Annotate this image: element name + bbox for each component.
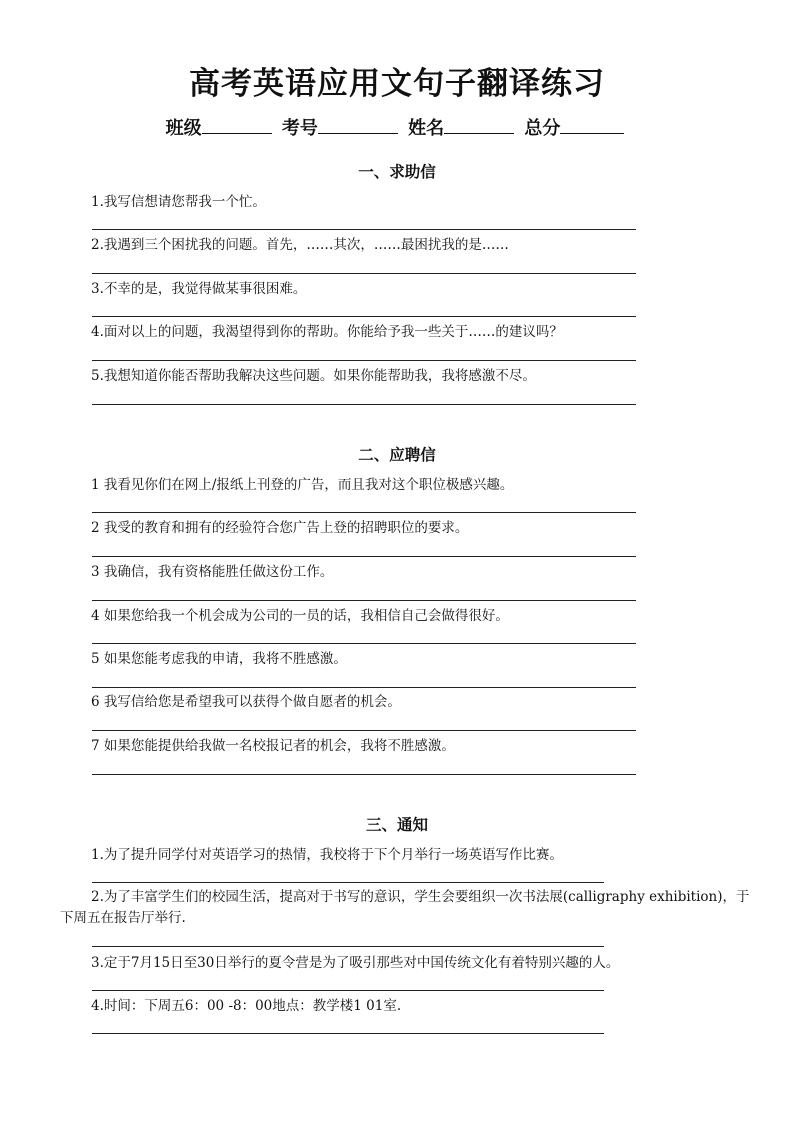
exam-no-blank[interactable] [318, 115, 398, 134]
score-blank[interactable] [560, 115, 624, 134]
score-label: 总分 [524, 118, 561, 139]
answer-line[interactable] [92, 1033, 604, 1034]
answer-line[interactable] [92, 600, 636, 601]
question-text: 5.我想知道你能否帮助我解决这些问题。如果你能帮助我，我将感激不尽。 [91, 368, 536, 384]
answer-line[interactable] [92, 882, 604, 883]
question-text: 1 我看见你们在网上/报纸上刊登的广告，而且我对这个职位极感兴趣。 [91, 477, 514, 493]
answer-line[interactable] [92, 512, 636, 513]
answer-line[interactable] [92, 643, 636, 644]
question-text: 4.面对以上的问题，我渴望得到你的帮助。你能给予我一些关于……的建议吗？ [91, 324, 563, 340]
answer-line[interactable] [92, 404, 636, 405]
section-heading-help-letter: 一、求助信 [358, 163, 436, 181]
question-text: 2.我遇到三个困扰我的问题。首先，……其次，……最困扰我的是…… [91, 237, 509, 253]
answer-line[interactable] [92, 360, 636, 361]
page-title: 高考英语应用文句子翻译练习 [189, 66, 605, 102]
answer-line[interactable] [92, 229, 636, 230]
name-label: 姓名 [408, 118, 445, 139]
question-text: 4.时间：下周五6：00 -8：00地点：教学楼1 01室. [91, 998, 402, 1014]
section-heading-notice: 三、通知 [365, 816, 428, 834]
question-text: 7 如果您能提供给我做一名校报记者的机会，我将不胜感激。 [91, 738, 455, 754]
answer-line[interactable] [92, 774, 636, 775]
exam-no-label: 考号 [281, 118, 318, 139]
question-text: 3.定于7月15日至30日举行的夏令营是为了吸引那些对中国传统文化有着特别兴趣的人。 [91, 955, 620, 971]
answer-line[interactable] [92, 316, 636, 317]
answer-line[interactable] [92, 730, 636, 731]
answer-line[interactable] [92, 990, 604, 991]
section-heading-job-application: 二、应聘信 [358, 446, 436, 464]
question-text: 2.为了丰富学生们的校园生活，提高对于书写的意识，学生会要组织一次书法展(calligraphy exhibition)，于下周五在报告厅举行. [60, 889, 750, 926]
question-text: 2 我受的教育和拥有的经验符合您广告上登的招聘职位的要求。 [91, 520, 469, 536]
answer-line[interactable] [92, 687, 636, 688]
question-text: 6 我写信给您是希望我可以获得个做自愿者的机会。 [91, 694, 401, 710]
answer-line[interactable] [92, 273, 636, 274]
class-label: 班级 [165, 118, 202, 139]
question-text: 4 如果您给我一个机会成为公司的一员的话，我相信自己会做得很好。 [91, 608, 509, 624]
name-blank[interactable] [444, 115, 514, 134]
question-text: 3 我确信，我有资格能胜任做这份工作。 [91, 564, 334, 580]
question-text: 3.不幸的是，我觉得做某事很困难。 [91, 281, 307, 297]
answer-line[interactable] [92, 946, 604, 947]
student-info-row [0, 114, 794, 140]
question-text: 5 如果您能考虑我的申请，我将不胜感激。 [91, 651, 347, 667]
question-text: 1.为了提升同学付对英语学习的热情，我校将于下个月举行一场英语写作比赛。 [91, 847, 563, 863]
class-blank[interactable] [202, 115, 272, 134]
answer-line[interactable] [92, 556, 636, 557]
question-text: 1.我写信想请您帮我一个忙。 [91, 194, 266, 210]
